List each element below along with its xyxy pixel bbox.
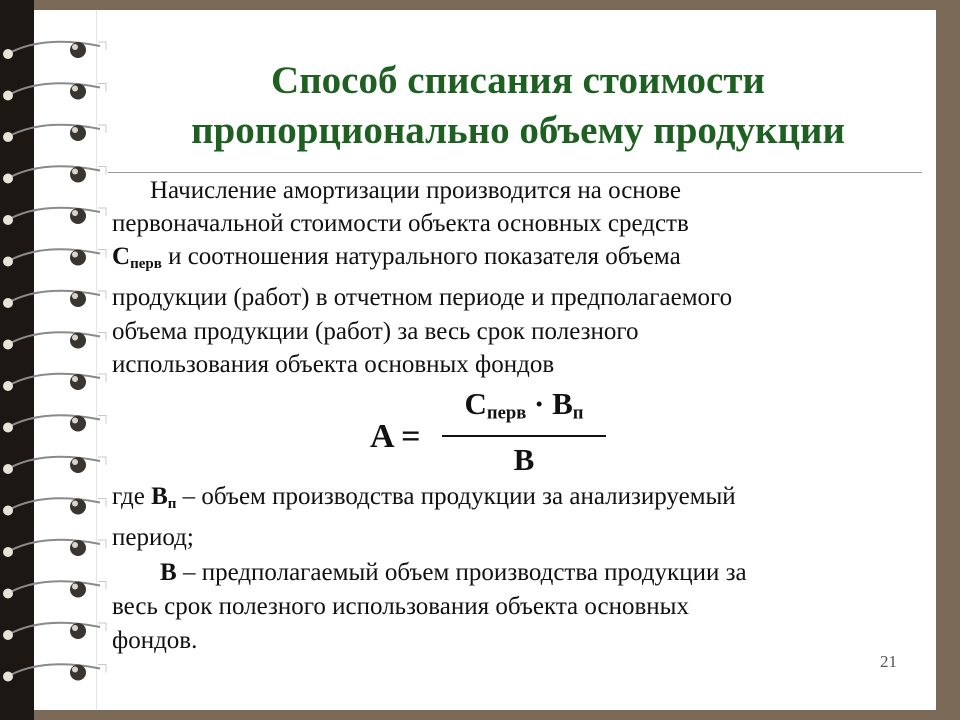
def-line-1: где $B_п$ – объем производства продукции за анализируемый <box>112 483 736 512</box>
definitions <box>112 480 922 659</box>
para-line-2: первоначальной стоимости объекта основных средств <box>112 210 689 238</box>
spiral-ring <box>3 664 106 681</box>
spiral-ring <box>3 623 106 640</box>
spiral-ring <box>3 42 106 59</box>
def-line-2: период; <box>112 524 194 552</box>
title-line-2: пропорционально объему продукции <box>191 109 845 152</box>
para-line-5: объема продукции (работ) за весь срок полезного <box>112 317 639 345</box>
spiral-ring <box>3 83 106 100</box>
c-perv-symbol: $С_{перв}$ <box>112 243 162 273</box>
spiral-ring <box>3 374 106 391</box>
title-divider <box>108 172 922 173</box>
spiral-ring <box>3 457 106 474</box>
spiral-ring <box>3 291 106 308</box>
title-line-1: Способ списания стоимости <box>271 59 765 102</box>
para-line-4: продукции (работ) в отчетном периоде и предполагаемого <box>112 284 733 312</box>
frame-top <box>34 0 960 10</box>
spiral-ring <box>3 540 106 557</box>
def-line-5: фондов. <box>112 627 198 655</box>
description-paragraph <box>112 174 912 381</box>
spiral-ring <box>3 208 106 225</box>
spiral-rings <box>0 0 120 720</box>
spiral-ring <box>3 125 106 142</box>
depreciation-formula <box>370 384 630 484</box>
formula-denominator: B <box>513 442 535 477</box>
para-line-6: использования объекта основных фондов <box>112 350 555 378</box>
spiral-ring <box>3 498 106 515</box>
spiral-ring <box>3 166 106 183</box>
fraction-bar <box>442 435 606 437</box>
def-line-3: B – предполагаемый объем производства продукции за <box>160 558 747 586</box>
spiral-ring <box>3 332 106 349</box>
spiral-ring <box>3 581 106 598</box>
formula-numerator: $С_{перв} \cdot B_п$ <box>464 386 584 424</box>
para-line-3: $С_{перв}$ и соотношения натурального показателя объема <box>112 243 681 273</box>
page-number: 21 <box>880 652 897 671</box>
spiral-ring <box>3 415 106 432</box>
slide-title <box>118 56 918 156</box>
def-line-4: весь срок полезного использования объекта основных <box>112 592 689 620</box>
spiral-ring <box>3 249 106 266</box>
formula-lhs: A = <box>370 418 421 455</box>
para-line-1: Начисление амортизации производится на основе <box>150 177 681 204</box>
